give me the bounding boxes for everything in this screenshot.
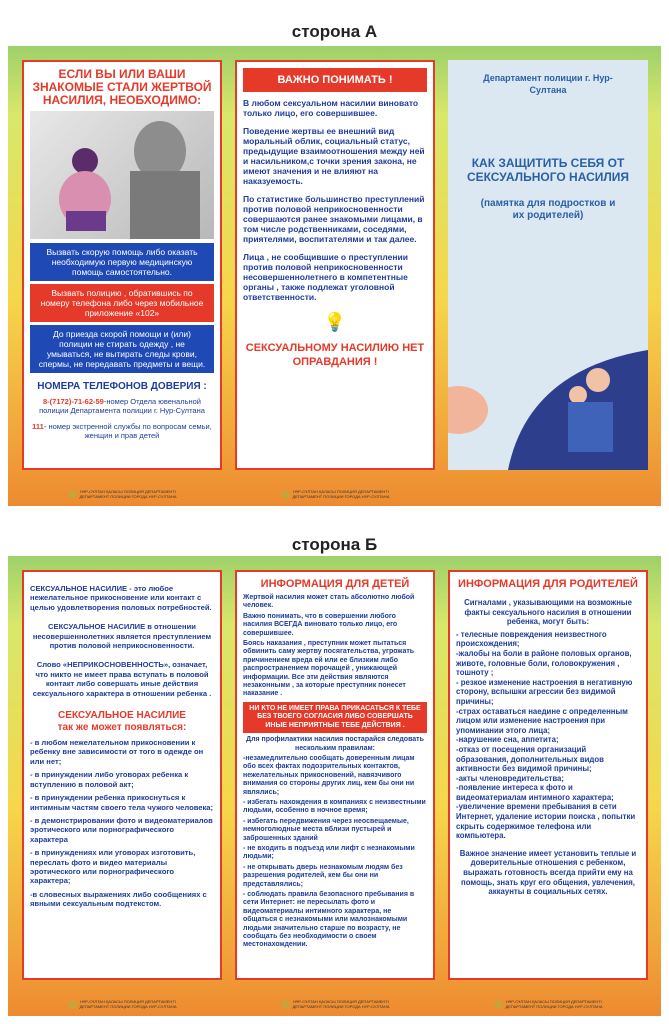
phone2-number: 111 <box>32 422 44 431</box>
b3-list <box>456 630 640 841</box>
b2-rule: - избегать передвижения через неосвещаемые, немноголюдные места вблизи пустырей и заброшенных зданий <box>243 817 409 842</box>
b1-item: - в демонстрировании фото и видеоматериалов эротического или порнографического характера <box>30 815 213 844</box>
b2-rule: - не открывать дверь незнакомым людям без разрешения родителей, кем бы они ни представлялись; <box>243 863 403 888</box>
b1-item: -в словесных выражениях либо сообщениях с явными сексуальным подтекстом. <box>30 889 207 909</box>
b1-p2: СЕКСУАЛЬНОЕ НАСИЛИЕ в отношении несовершеннолетних является преступлением против половой неприкосновенности. <box>32 622 212 651</box>
box-call-police: Вызвать полицию , обратившись по номеру телефона либо через мобильное приложение «102» <box>30 284 214 322</box>
box-preserve-evidence: До приезда скорой помощи и (или) полиции не стирать одежду , не умываться, не вытирать следы крови, спермы, не передавать предметы и вещи. <box>30 325 214 373</box>
b3-item: -отказ от посещения организаций образования, дополнительных видов активности без видимой причины; <box>456 744 604 774</box>
lightbulb-icon: 💡 <box>323 312 347 332</box>
footer-line2: ДЕПАРТАМЕНТ ПОЛИЦИИ ГОРОДА НУР-СУЛТАНА <box>505 1004 603 1009</box>
panel-a2 <box>235 60 435 470</box>
hotline-heading: НОМЕРА ТЕЛЕФОНОВ ДОВЕРИЯ : <box>37 381 207 392</box>
phone1-number: 8-(7172)-71-62-59 <box>42 397 104 406</box>
b2-p2: Важно понимать, что в совершении любого насилия ВСЕГДА виновато только лицо, его совершившее. <box>243 612 398 637</box>
b1-item: - в принуждении ребенка прикоснуться к интимным частям своего тела чужого человека; <box>30 793 214 812</box>
footer-line1: НҰР-СҰЛТАН ҚАЛАСЫ ПОЛИЦИЯ ДЕПАРТАМЕНТІ <box>293 489 389 494</box>
footer-line1: НҰР-СҰЛТАН ҚАЛАСЫ ПОЛИЦИЯ ДЕПАРТАМЕНТІ <box>506 999 602 1004</box>
b2-p1: Жертвой насилия может стать абсолютно любой человек. <box>243 594 415 610</box>
a3-subtitle: (памятка для подростков и их родителей) <box>480 198 616 221</box>
b1-h2a: СЕКСУАЛЬНОЕ НАСИЛИЕ <box>58 710 186 722</box>
b3-item: -страх оставаться наедине с определенным лицом или изменение настроения при упоминании этого лица; <box>456 706 628 735</box>
b1-item: - в принуждении либо уговорах ребенка к вступлению в половой акт; <box>30 770 189 789</box>
a3-dept: Департамент полиции г. Нур-Султана <box>483 73 613 95</box>
b3-item: - телесные повреждения неизвестного происхождения; <box>456 629 607 649</box>
footer-line2: ДЕПАРТАМЕНТ ПОЛИЦИИ ГОРОДА НУР-СУЛТАНА <box>292 1004 390 1009</box>
footer-line1: НҰР-СҰЛТАН ҚАЛАСЫ ПОЛИЦИЯ ДЕПАРТАМЕНТІ <box>80 489 176 494</box>
footer-b1 <box>22 996 222 1012</box>
b2-p3: Боясь наказания , преступник может пытаться обвинить саму жертву посягательства, угрожать причинением вреда ей или ее близким либо распространением порочащей , унижающей информации. Все эти действия являются незаконными , за которые преступник понесет наказание . <box>243 640 415 698</box>
b2-banner: НИ КТО НЕ ИМЕЕТ ПРАВА ПРИКАСАТЬСЯ К ТЕБЕ БЕЗ ТВОЕГО СОГЛАСИЯ ЛИБО СОВЕРШАТЬ ИНЫЕ НЕПРИЯТНЫЕ ТЕБЕ ДЕЙСТВИЯ . <box>243 702 427 733</box>
b1-item: - в любом нежелательном прикосновении к ребенку вне зависимости от того в одежде он или нет; <box>30 738 204 766</box>
b2-rules <box>243 755 427 950</box>
victim-illustration <box>30 111 214 239</box>
b3-item: -нарушение сна, аппетита; <box>456 735 559 745</box>
a2-p4: Лица , не сообщившие о преступлении против половой неприкосновенности несовершеннолетнего в компетентные органы , также подлежат уголовной ответственности. <box>243 252 408 302</box>
b3-closing: Важное значение имеет установить теплые и доверительные отношения с ребенком, выражать готовность всегда прийти ему на помощь, знать круг его общения, увлечения, аккаунты в социальных сетях. <box>459 848 637 897</box>
b2-heading: ИНФОРМАЦИЯ ДЛЯ ДЕТЕЙ <box>260 578 410 590</box>
footer-a2 <box>235 486 435 502</box>
b1-p3: Слово «НЕПРИКОСНОВЕННОСТЬ», означает, что никто не имеет права вступать в половой контакт либо совершать иные действия сексуального характера в отношении ребенка . <box>32 660 212 698</box>
b3-item: - резкое изменение настроения в негативную сторону, вспышки агрессии без видимой причины; <box>456 677 633 706</box>
b2-rule: - избегать нахождения в компаниях с неизвестными людьми, особенно в ночное время; <box>243 798 426 815</box>
a2-heading: ВАЖНО ПОНИМАТЬ ! <box>243 68 427 92</box>
footer-a1 <box>22 486 222 502</box>
emblem-icon <box>281 1000 290 1009</box>
phone1 <box>30 397 214 415</box>
b2-rules-intro: Для профилактики насилия постарайся следовать нескольким правилам: <box>246 736 424 752</box>
b3-intro: Сигналами , указывающими на возможные факты сексуального насилия в отношении ребенка, могут быть: <box>464 598 632 627</box>
a2-p1: В любом сексуальном насилии виновато только лицо, его совершившее. <box>243 98 419 118</box>
b2-rule: -незамедлительно сообщать доверенным лицам обо всех фактах подозрительных контактов, нежелательных прикосновений, навязчивого внимания со стороны других лиц, кем бы они ни являлись; <box>243 754 415 796</box>
side-b-title: сторона Б <box>291 535 378 554</box>
b3-item: -увеличение времени пребывания в сети Интернет, удаление истории поиска , попытки скрыть содержимое телефона или компьютера. <box>456 802 636 841</box>
panel-a1 <box>22 60 222 470</box>
a1-heading: ЕСЛИ ВЫ ИЛИ ВАШИ ЗНАКОМЫЕ СТАЛИ ЖЕРТВОЙ НАСИЛИЯ, НЕОБХОДИМО: <box>32 67 212 107</box>
a2-p2: Поведение жертвы ее внешний вид моральный облик, социальный статус, предыдущие взаимоотношения между ней и насильником,с точки зрения закона, не имеют значения и не влияют на наказуемость. <box>243 126 425 186</box>
emblem-icon <box>68 1000 77 1009</box>
box-call-ambulance: Вызвать скорую помощь либо оказать необходимую первую медицинскую помощь самостоятельно. <box>30 243 214 281</box>
panel-b1 <box>22 570 222 980</box>
footer-line2: ДЕПАРТАМЕНТ ПОЛИЦИИ ГОРОДА НУР-СУЛТАНА <box>79 1004 177 1009</box>
b1-h2b: так же может появляться: <box>57 722 187 734</box>
footer-line2: ДЕПАРТАМЕНТ ПОЛИЦИИ ГОРОДА НУР-СУЛТАНА <box>292 494 390 499</box>
emblem-icon <box>68 490 77 499</box>
b3-item: -жалобы на боли в районе половых органов, животе, головные боли, головокружения , тошноту ; <box>456 648 632 678</box>
footer-line2: ДЕПАРТАМЕНТ ПОЛИЦИИ ГОРОДА НУР-СУЛТАНА <box>79 494 177 499</box>
phone2 <box>30 422 214 440</box>
b2-rule: - соблюдать правила безопасного пребывания в сети Интернет: не пересылать фото и видеоматериалы интимного характера, не общаться с незнакомыми или малознакомыми людьми значительно старше по возрасту, не сообщать без необходимости о своем местонахождении. <box>243 891 415 949</box>
panel-a3 <box>448 60 648 470</box>
b1-p1: СЕКСУАЛЬНОЕ НАСИЛИЕ - это любое нежелательное прикосновение или контакт с целью удовлетворения половых потребностей. <box>30 584 212 612</box>
b1-item: - в принуждениях или уговорах изготовить, переслать фото и видео материалы эротического или порнографического характера; <box>30 848 196 886</box>
a3-title: КАК ЗАЩИТИТЬ СЕБЯ ОТ СЕКСУАЛЬНОГО НАСИЛИЯ <box>466 156 630 184</box>
side-a-sheet <box>8 46 661 506</box>
b2-rule: - не входить в подъезд или лифт с незнакомыми людьми; <box>243 844 415 861</box>
b3-item: -появление интереса к фото и видеоматериалам интимного характера; <box>456 783 614 802</box>
footer-line1: НҰР-СҰЛТАН ҚАЛАСЫ ПОЛИЦИЯ ДЕПАРТАМЕНТІ <box>293 999 389 1004</box>
footer-b2 <box>235 996 435 1012</box>
footer-line1: НҰР-СҰЛТАН ҚАЛАСЫ ПОЛИЦИЯ ДЕПАРТАМЕНТІ <box>80 999 176 1004</box>
phone1-text: -номер Отдела ювенальной полиции Департамента полиции г. Нур-Султана <box>39 397 205 415</box>
family-illustration <box>448 310 648 470</box>
panel-b2 <box>235 570 435 980</box>
footer-b3 <box>448 996 648 1012</box>
panel-b3 <box>448 570 648 980</box>
b3-item: -акты членовредительства; <box>456 773 564 783</box>
phone2-text: - номер экстренной службы по вопросам семьи, женщин и прав детей <box>43 422 212 440</box>
b1-list <box>30 738 214 909</box>
b3-heading: ИНФОРМАЦИЯ ДЛЯ РОДИТЕЛЕЙ <box>458 578 638 590</box>
side-b-sheet <box>8 556 661 1016</box>
emblem-icon <box>281 490 290 499</box>
a2-closing: СЕКСУАЛЬНОМУ НАСИЛИЮ НЕТ ОПРАВДАНИЯ ! <box>245 342 425 368</box>
side-a-title: сторона А <box>291 22 378 41</box>
emblem-icon <box>494 1000 503 1009</box>
a2-p3: По статистике большинство преступлений против половой неприкосновенности совершаются ранее знакомыми лицами, в том числе родственниками, соседями, приятелями, воспитателями и так далее. <box>243 194 425 244</box>
